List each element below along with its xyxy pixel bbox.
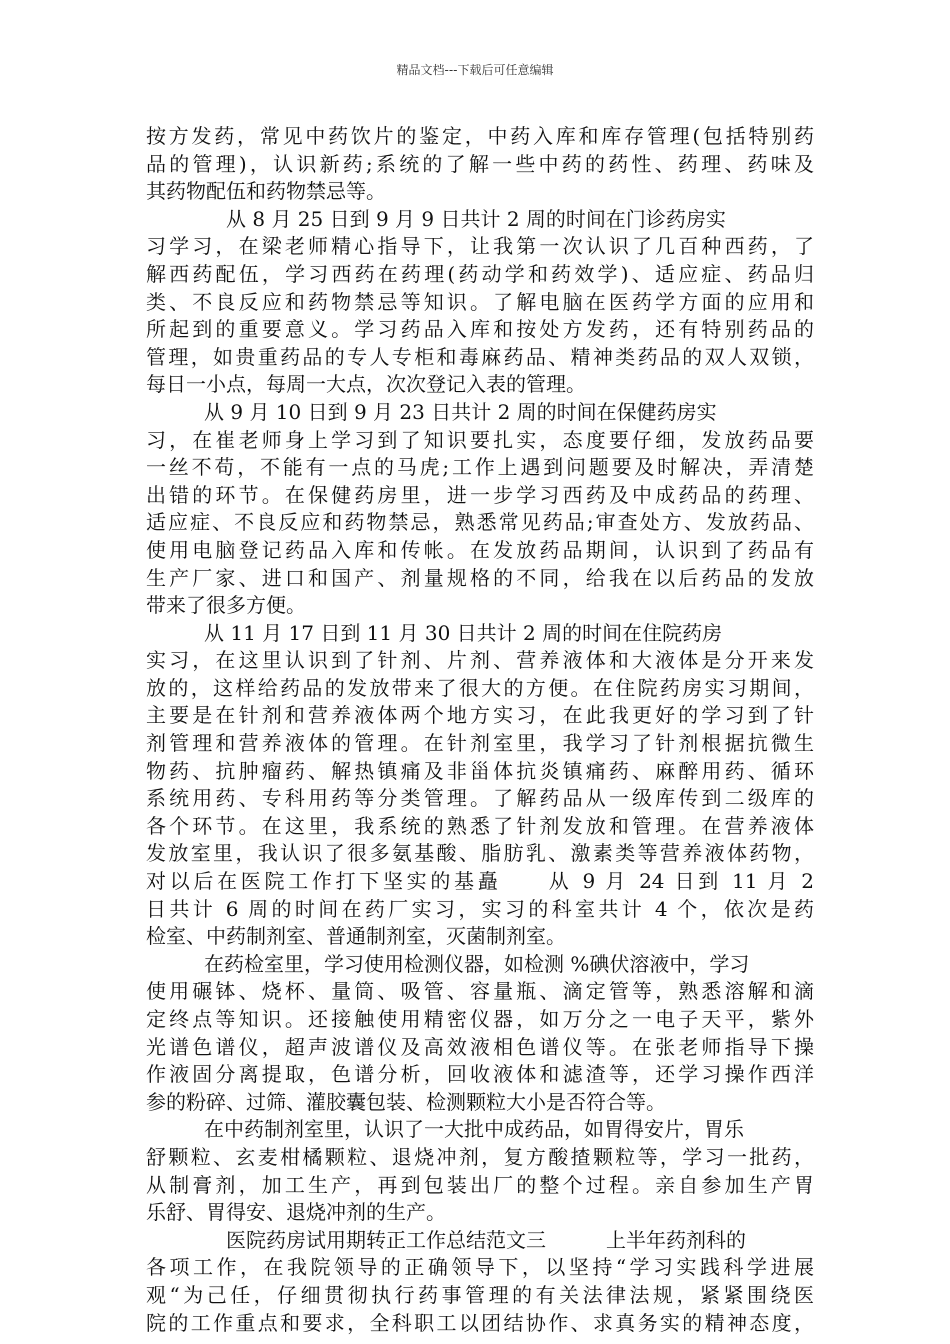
page-header: 精品文档---下载后可任意编辑 [396, 63, 554, 77]
text-line: 对以后在医院工作打下坚实的基矗 从 9 月 24 日到 11 月 2 [146, 869, 814, 894]
text-line: 习学习，在梁老师精心指导下，让我第一次认识了几百种西药，了 [146, 234, 814, 259]
text-line: 从 8 月 25 日到 9 月 9 日共计 2 周的时间在门诊药房实 [226, 206, 726, 231]
text-line: 在中药制剂室里，认识了一大批中成药品，如胃得安片，胃乐 [204, 1117, 744, 1142]
text-line: 院的工作重点和要求，全科职工以团结协作、求真务实的精神态度， [146, 1310, 814, 1335]
text-line: 定终点等知识。还接触使用精密仪器，如万分之一电子天平，紫外 [146, 1007, 814, 1031]
text-line: 从 9 月 10 日到 9 月 23 日共计 2 周的时间在保健药房实 [204, 399, 717, 424]
document-body [146, 123, 814, 1337]
text-line: 检室、中药制剂室、普通制剂室，灭菌制剂室。 [146, 924, 566, 949]
text-line: 习，在崔老师身上学习到了知识要扎实，态度要仔细，发放药品要 [146, 427, 814, 452]
text-line: 出错的环节。在保健药房里，进一步学习西药及中成药品的药理、 [146, 482, 814, 507]
text-line: 舒颗粒、玄麦柑橘颗粒、退烧冲剂，复方酸揸颗粒等，学习一批药， [146, 1144, 814, 1169]
text-line: 从 11 月 17 日到 11 月 30 日共计 2 周的时间在住院药房 [204, 620, 723, 645]
text-line: 生产厂家、进口和国产、剂量规格的不同，给我在以后药品的发放 [146, 565, 814, 590]
text-line: 其药物配伍和药物禁忌等。 [146, 179, 386, 204]
text-line: 实习，在这里认识到了针剂、片剂、营养液体和大液体是分开来发 [146, 648, 814, 673]
text-line: 带来了很多方便。 [146, 593, 306, 618]
text-line: 使用电脑登记药品入库和传帐。在发放药品期间，认识到了药品有 [146, 537, 814, 562]
text-line: 一丝不苟，不能有一点的马虎;工作上遇到问题要及时解决，弄清楚 [146, 455, 814, 480]
text-line: 各个环节。在这里，我系统的熟悉了针剂发放和管理。在营养液体 [146, 813, 814, 838]
text-line: 剂管理和营养液体的管理。在针剂室里，我学习了针剂根据抗微生 [146, 731, 814, 756]
text-line: 每日一小点，每周一大点，次次登记入表的管理。 [146, 372, 586, 397]
text-line: 类、不良反应和药物禁忌等知识。了解电脑在医药学方面的应用和 [146, 289, 814, 314]
text-line: 品的管理)，认识新药;系统的了解一些中药的药性、药理、药味及 [146, 151, 814, 176]
text-line: 光谱色谱仪，超声波谱仪及高效液相色谱仪等。在张老师指导下操 [146, 1034, 814, 1059]
text-line: 日共计 6 周的时间在药厂实习，实习的科室共计 4 个，依次是药 [146, 896, 814, 921]
text-line: 物药、抗肿瘤药、解热镇痛及非甾体抗炎镇痛药、麻醉用药、循环 [146, 758, 814, 783]
text-line: 主要是在针剂和营养液体两个地方实习，在此我更好的学习到了针 [146, 703, 814, 728]
text-line: 适应症、不良反应和药物禁忌，熟悉常见药品;审查处方、发放药品、 [146, 510, 814, 535]
text-line: 从制膏剂，加工生产，再到包装出厂的整个过程。亲自参加生产胃 [146, 1172, 814, 1197]
text-line: 按方发药，常见中药饮片的鉴定，中药入库和库存管理(包括特别药 [146, 124, 814, 148]
text-line: 各项工作，在我院领导的正确领导下，以坚持“学习实践科学进展 [146, 1255, 814, 1280]
text-line: 管理，如贵重药品的专人专柜和毒麻药品、精神类药品的双人双锁， [146, 344, 814, 369]
text-line: 使用碾钵、烧杯、量筒、吸管、容量瓶、滴定管等，熟悉溶解和滴 [146, 979, 814, 1004]
text-line: 解西药配伍，学习西药在药理(药动学和药效学)、适应症、药品归 [146, 261, 814, 286]
text-line: 发放室里，我认识了很多氨基酸、脂肪乳、激素类等营养液体药物， [146, 841, 814, 866]
text-line: 参的粉碎、过筛、灌胶囊包装、检测颗粒大小是否符合等。 [146, 1089, 666, 1114]
text-line: 乐舒、胃得安、退烧冲剂的生产。 [146, 1200, 446, 1225]
text-line: 在药检室里，学习使用检测仪器，如检测 %碘伏溶液中，学习 [204, 951, 750, 976]
text-line: 医院药房试用期转正工作总结范文三 上半年药剂科的 [226, 1227, 746, 1252]
text-line: 观“为己任，仔细贯彻执行药事管理的有关法律法规，紧紧围绕医 [146, 1282, 814, 1307]
text-line: 放的，这样给药品的发放带来了很大的方便。在住院药房实习期间， [146, 675, 814, 700]
text-line: 作液固分离提取，色谱分析，回收液体和滤渣等，还学习操作西洋 [146, 1062, 814, 1087]
text-line: 系统用药、专科用药等分类管理。了解药品从一级库传到二级库的 [146, 786, 814, 811]
text-line: 所起到的重要意义。学习药品入库和按处方发药，还有特别药品的 [146, 317, 814, 342]
